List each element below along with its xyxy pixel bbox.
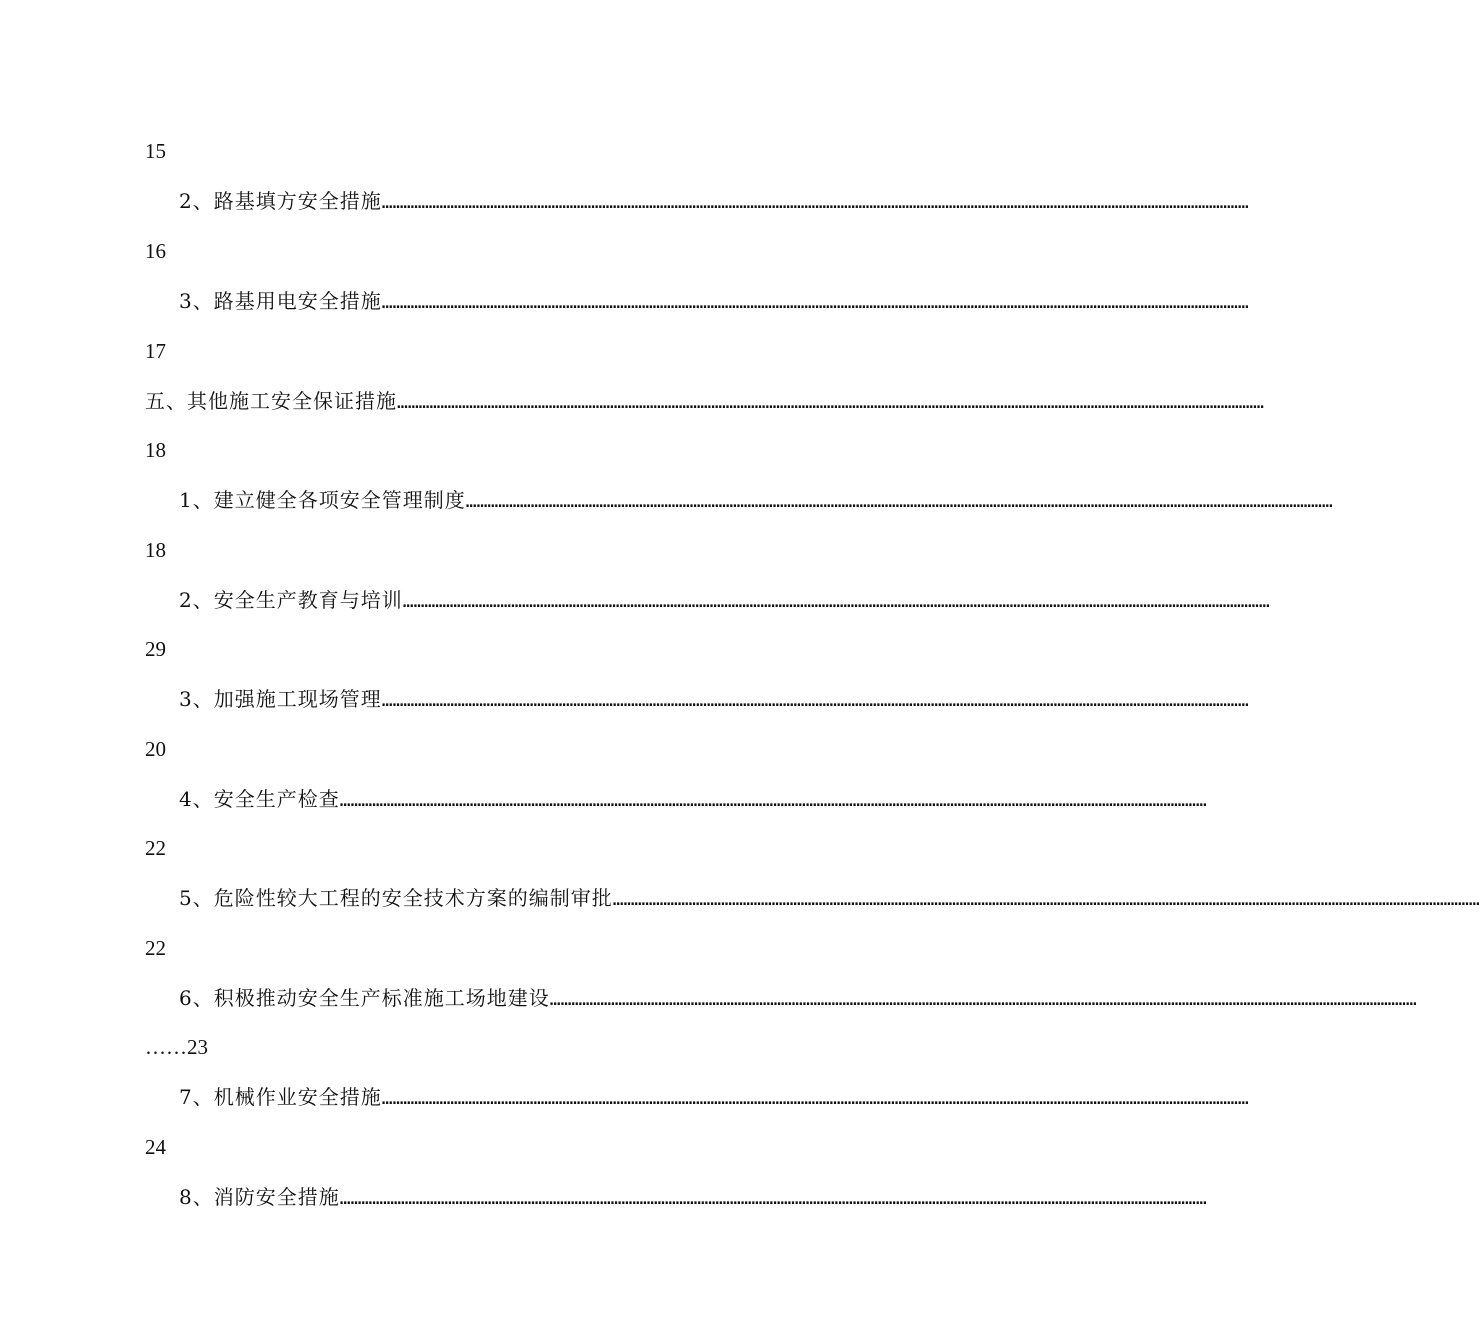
toc-page-number: 18 [145,438,166,462]
toc-entry-title: 4、安全生产检查 [179,787,340,811]
toc-dot-leader: …………………………………………………………………………………………………………………………………………………………………………………………………………………… [402,591,1270,612]
toc-dot-leader: …………………………………………………………………………………………………………………………………………………………………………………………………………………… [397,392,1264,413]
toc-entry-title: 2、安全生产教育与培训 [179,588,403,612]
toc-entry-title: 8、消防安全措施 [179,1185,340,1209]
toc-dot-leader: …………………………………………………………………………………………………………………………………………………………………………………………………………………… [339,1188,1207,1209]
toc-page-number: 24 [145,1135,166,1159]
toc-dot-leader: …………………………………………………………………………………………………………………………………………………………………………………………………………………… [381,690,1249,711]
toc-entry[interactable] [145,485,1333,515]
toc-entry[interactable] [145,1182,1207,1212]
toc-entry[interactable] [145,784,1207,814]
toc-page-number: 22 [145,936,166,960]
toc-entry-title: 2、路基填方安全措施 [179,189,382,213]
toc-entry[interactable] [145,585,1270,615]
toc-entry[interactable] [145,186,1249,216]
toc-entry-title: 1、建立健全各项安全管理制度 [179,488,466,512]
toc-entry-title: 3、加强施工现场管理 [179,687,382,711]
toc-page-number: 18 [145,538,166,562]
toc-dot-leader: …………………………………………………………………………………………………………………………………………………………………………………………………………………… [381,1088,1249,1109]
toc-page-number: 16 [145,239,166,263]
toc-dot-leader: …………………………………………………………………………………………………………………………………………………………………………………………………………………… [381,292,1249,313]
toc-section-entry[interactable] [145,386,1264,416]
toc-page-number: 20 [145,737,166,761]
toc-dot-leader: …………………………………………………………………………………………………………………………………………………………………………………………………………………… [549,989,1417,1010]
toc-entry[interactable] [145,286,1249,316]
toc-entry[interactable] [145,1082,1249,1112]
toc-dot-leader: …………………………………………………………………………………………………………………………………………………………………………………………………………………… [381,192,1249,213]
toc-entry-title: 6、积极推动安全生产标准施工场地建设 [179,986,550,1010]
toc-entry-title: 五、其他施工安全保证措施 [145,389,397,413]
toc-entry[interactable] [145,684,1249,714]
toc-page-number: 15 [145,139,166,163]
toc-page-number: 29 [145,637,166,661]
toc-page-number: 17 [145,339,166,363]
toc-entry[interactable] [145,883,1480,913]
toc-page-number: ……23 [145,1035,208,1059]
toc-entry-title: 7、机械作业安全措施 [179,1085,382,1109]
toc-dot-leader: …………………………………………………………………………………………………………………………………………………………………………………………………………………… [465,491,1333,512]
toc-dot-leader: …………………………………………………………………………………………………………………………………………………………………………………………………………………… [612,889,1480,910]
toc-entry-title: 5、危险性较大工程的安全技术方案的编制审批 [179,886,613,910]
toc-dot-leader: …………………………………………………………………………………………………………………………………………………………………………………………………………………… [339,790,1207,811]
toc-page-number: 22 [145,836,166,860]
toc-entry-title: 3、路基用电安全措施 [179,289,382,313]
toc-entry[interactable] [145,983,1417,1013]
